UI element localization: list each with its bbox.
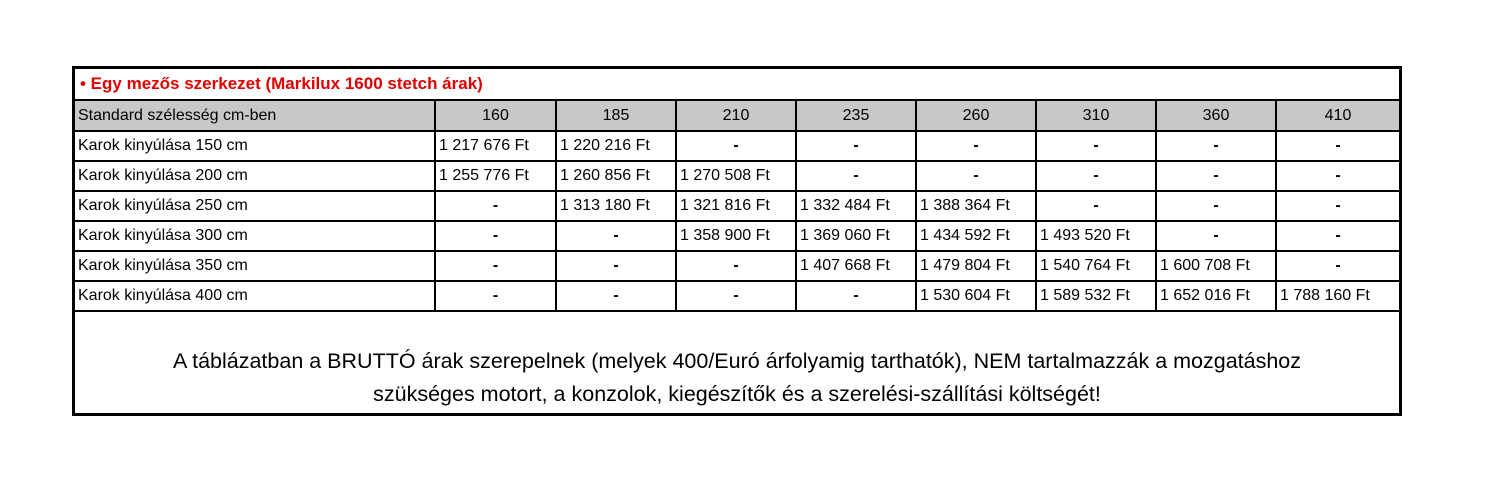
width-header: 360 <box>1156 101 1276 131</box>
width-header: 210 <box>676 101 796 131</box>
table-row <box>75 131 1399 161</box>
price-cell: - <box>916 161 1036 191</box>
price-cell: - <box>1276 251 1399 281</box>
price-cell: 1 217 676 Ft <box>435 131 556 161</box>
price-cell: 1 530 604 Ft <box>916 281 1036 311</box>
price-cell: 1 321 816 Ft <box>676 191 796 221</box>
header-label: Standard szélesség cm-ben <box>75 101 435 131</box>
row-label: Karok kinyúlása 300 cm <box>75 221 435 251</box>
row-label: Karok kinyúlása 200 cm <box>75 161 435 191</box>
width-header: 410 <box>1276 101 1399 131</box>
width-header: 260 <box>916 101 1036 131</box>
price-note <box>75 341 1399 413</box>
price-cell: 1 369 060 Ft <box>796 221 916 251</box>
price-table <box>75 101 1399 312</box>
price-cell: - <box>676 131 796 161</box>
price-cell: - <box>676 251 796 281</box>
price-cell: - <box>1036 161 1156 191</box>
price-table-frame <box>72 66 1402 416</box>
price-cell: 1 313 180 Ft <box>556 191 676 221</box>
table-row <box>75 191 1399 221</box>
price-cell: - <box>916 131 1036 161</box>
row-label: Karok kinyúlása 350 cm <box>75 251 435 281</box>
row-label: Karok kinyúlása 150 cm <box>75 131 435 161</box>
table-row <box>75 161 1399 191</box>
width-header: 160 <box>435 101 556 131</box>
price-cell: - <box>1156 191 1276 221</box>
row-label: Karok kinyúlása 250 cm <box>75 191 435 221</box>
price-cell: - <box>676 281 796 311</box>
price-cell: - <box>796 131 916 161</box>
price-cell: 1 407 668 Ft <box>796 251 916 281</box>
price-cell: - <box>1276 131 1399 161</box>
price-cell: - <box>556 221 676 251</box>
price-cell: - <box>1156 221 1276 251</box>
price-cell: 1 788 160 Ft <box>1276 281 1399 311</box>
price-cell: 1 540 764 Ft <box>1036 251 1156 281</box>
note-line: szükséges motort, a konzolok, kiegészítők és a szerelési-szállítási költségét! <box>373 382 1101 406</box>
price-cell: - <box>1276 191 1399 221</box>
price-cell: - <box>556 251 676 281</box>
price-cell: 1 220 216 Ft <box>556 131 676 161</box>
price-cell: - <box>796 281 916 311</box>
price-cell: 1 388 364 Ft <box>916 191 1036 221</box>
price-cell: - <box>435 191 556 221</box>
price-cell: 1 589 532 Ft <box>1036 281 1156 311</box>
note-line: A táblázatban a BRUTTÓ árak szerepelnek (melyek 400/Euró árfolyamig tarthatók), NEM tartalmazzák a mozgatáshoz <box>172 349 1302 373</box>
price-cell: 1 260 856 Ft <box>556 161 676 191</box>
table-row <box>75 221 1399 251</box>
price-cell: 1 600 708 Ft <box>1156 251 1276 281</box>
price-cell: - <box>1036 191 1156 221</box>
price-cell: - <box>556 281 676 311</box>
price-cell: 1 255 776 Ft <box>435 161 556 191</box>
price-cell: - <box>1276 221 1399 251</box>
price-cell: - <box>796 161 916 191</box>
width-header: 235 <box>796 101 916 131</box>
table-row <box>75 281 1399 311</box>
price-cell: 1 358 900 Ft <box>676 221 796 251</box>
width-header: 310 <box>1036 101 1156 131</box>
price-cell: 1 332 484 Ft <box>796 191 916 221</box>
price-cell: - <box>1156 161 1276 191</box>
table-row <box>75 251 1399 281</box>
price-cell: 1 479 804 Ft <box>916 251 1036 281</box>
price-cell: - <box>1276 161 1399 191</box>
width-header: 185 <box>556 101 676 131</box>
table-title: • Egy mezős szerkezet (Markilux 1600 stetch árak) <box>75 69 1399 101</box>
price-cell: 1 652 016 Ft <box>1156 281 1276 311</box>
header-row <box>75 101 1399 131</box>
price-cell: 1 434 592 Ft <box>916 221 1036 251</box>
price-cell: - <box>435 221 556 251</box>
price-cell: - <box>435 251 556 281</box>
price-cell: - <box>1036 131 1156 161</box>
price-cell: 1 493 520 Ft <box>1036 221 1156 251</box>
price-cell: 1 270 508 Ft <box>676 161 796 191</box>
row-label: Karok kinyúlása 400 cm <box>75 281 435 311</box>
price-cell: - <box>1156 131 1276 161</box>
price-cell: - <box>435 281 556 311</box>
